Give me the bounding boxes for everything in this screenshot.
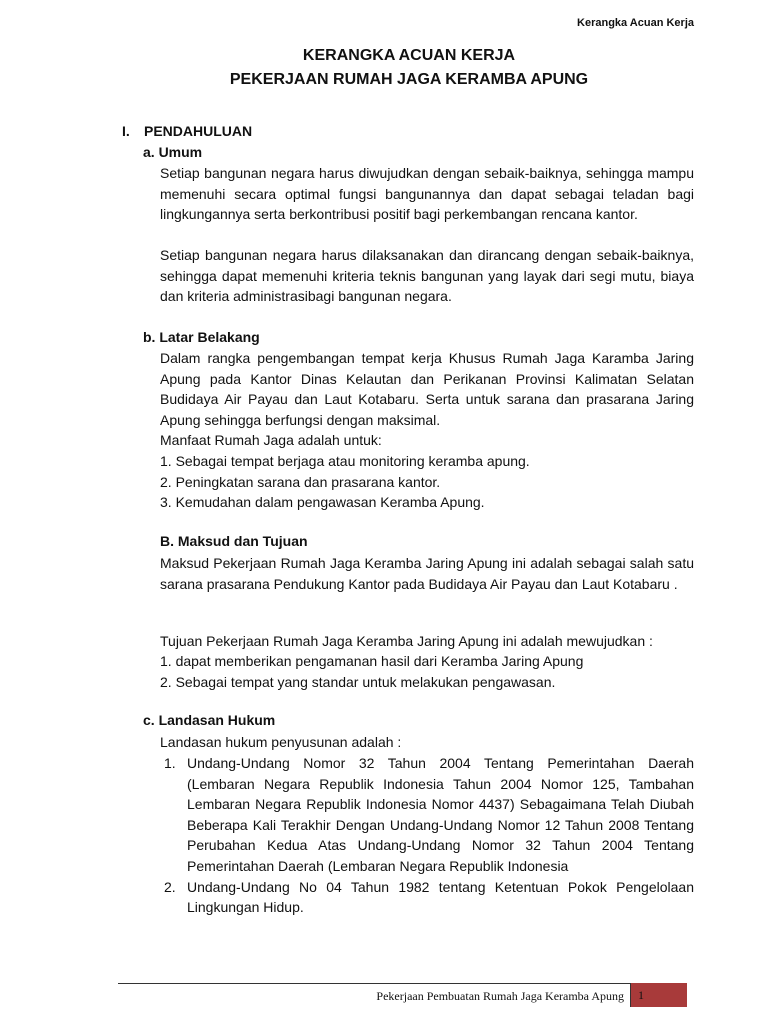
- page-number-box: [630, 983, 687, 1007]
- subheading-landasan-hukum: c. Landasan Hukum: [143, 712, 276, 728]
- list-number: 1.: [164, 755, 176, 771]
- section-number: I.: [122, 123, 130, 139]
- latar-paragraph-1: Dalam rangka pengembangan tempat kerja Khusus Rumah Jaga Karamba Jaring Apung pada Kantor Dinas Kelautan dan Perikanan Provinsi Kalimatan Selatan Budidaya Air Payau dan Laut Kotabaru. Serta untuk sarana dan prasarana Jaring Apung sehingga berfungsi dengan maksimal.: [160, 350, 694, 428]
- subheading-umum: a. Umum: [143, 144, 203, 160]
- running-header: Kerangka Acuan Kerja: [577, 17, 694, 29]
- page-number: 1: [638, 988, 644, 1002]
- landasan-intro: Landasan hukum penyusunan adalah :: [160, 734, 402, 750]
- list-item: 2. Sebagai tempat yang standar untuk melakukan pengawasan.: [160, 673, 556, 690]
- document-title-line1: KERANGKA ACUAN KERJA: [302, 47, 516, 64]
- subheading-maksud-tujuan: B. Maksud dan Tujuan: [160, 533, 308, 549]
- footer-title: Pekerjaan Pembuatan Rumah Jaga Keramba Apung: [376, 989, 624, 1003]
- umum-paragraph-1: Setiap bangunan negara harus diwujudkan dengan sebaik-baiknya, sehingga mampu memenuhi secara optimal fungsi bangunannya dan dapat sebagai teladan bagi lingkungannya serta berkontribusi positif bagi perkembangan rencana kantor.: [160, 165, 694, 223]
- footer-rule: [118, 983, 686, 984]
- list-item: 2. Peningkatan sarana dan prasarana kantor.: [160, 473, 441, 490]
- tujuan-list: [160, 651, 694, 692]
- section-title: PENDAHULUAN: [144, 123, 253, 139]
- umum-paragraph-2: Setiap bangunan negara harus dilaksanakan dan dirancang dengan sebaik-baiknya, sehingga dapat memenuhi kriteria teknis bangunan yang layak dari segi mutu, biaya dan kriteria administrasibagi bangunan negara.: [160, 247, 694, 305]
- list-item: [160, 877, 694, 918]
- landasan-list: [160, 753, 694, 918]
- maksud-paragraph: Maksud Pekerjaan Rumah Jaga Keramba Jaring Apung ini adalah sebagai salah satu sarana prasarana Pendukung Kantor pada Budidaya Air Payau dan Laut Kotabaru .: [160, 555, 694, 592]
- list-item: 1. dapat memberikan pengamanan hasil dari Keramba Jaring Apung: [160, 653, 584, 669]
- list-item: 3. Kemudahan dalam pengawasan Keramba Apung.: [160, 494, 485, 511]
- document-title-line2: PEKERJAAN RUMAH JAGA KERAMBA APUNG: [229, 71, 589, 88]
- manfaat-list: [160, 451, 694, 513]
- list-number: 2.: [164, 878, 176, 895]
- list-item: [160, 753, 694, 877]
- list-item: 1. Sebagai tempat berjaga atau monitoring keramba apung.: [160, 453, 530, 469]
- section-heading-pendahuluan: [122, 123, 252, 139]
- subheading-latar-belakang: b. Latar Belakang: [143, 329, 260, 345]
- manfaat-intro: Manfaat Rumah Jaga adalah untuk:: [160, 432, 382, 448]
- list-text: Undang-Undang Nomor 32 Tahun 2004 Tentang Pemerintahan Daerah (Lembaran Negara Republik Indonesia Tahun 2004 Nomor 125, Tambahan Lembaran Negara Republik Indonesia Nomor 4437) Sebagaimana Telah Diubah Beberapa Kali Terakhir Dengan Undang-Undang Nomor 12 Tahun 2008 Tentang Perubahan Kedua Atas Undang-Undang Nomor 32 Tahun 2004 Tentang Pemerintahan Daerah (Lembaran Negara Republik Indonesia: [187, 755, 694, 874]
- tujuan-intro: Tujuan Pekerjaan Rumah Jaga Keramba Jaring Apung ini adalah mewujudkan :: [160, 633, 653, 649]
- list-text: Undang-Undang No 04 Tahun 1982 tentang Ketentuan Pokok Pengelolaan Lingkungan Hidup.: [187, 878, 694, 916]
